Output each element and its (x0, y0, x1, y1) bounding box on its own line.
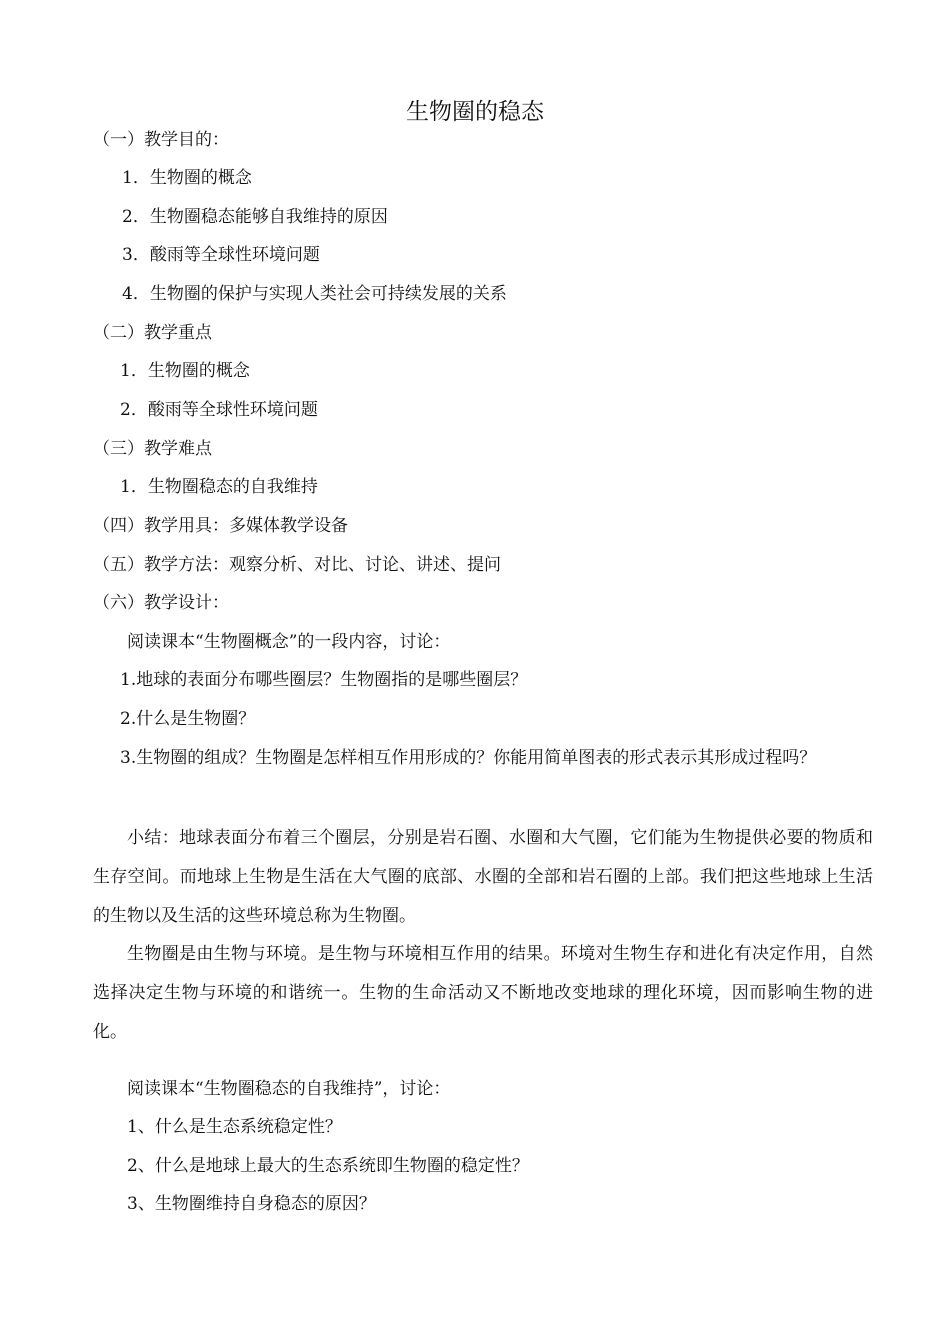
document-title: 生物圈的稳态 (406, 99, 544, 125)
environment-paragraph: 生物圈是由生物与环境。是生物与环境相互作用的结果。环境对生物生存和进化有决定作用，自然选择决定生物与环境的和谐统一。生物的生命活动又不断地改变地球的理化环境，因而影响生物的进化。 (93, 944, 873, 1042)
reading-prompt: 阅读课本“生物圈稳态的自我维持”，讨论： (127, 1079, 451, 1099)
summary-paragraph: 小结：地球表面分布着三个圈层，分别是岩石圈、水圈和大气圈，它们能为生物提供必要的物质和生存空间。而地球上生物是生活在大气圈的底部、水圈的全部和岩石圈的上部。我们把这些地球上生活的生物以及生活的这些环境总称为生物圈。 (93, 828, 873, 926)
section-heading-key-points: （二）教学重点 (93, 323, 212, 343)
discussion-question: 2、什么是地球上最大的生态系统即生物圈的稳定性？ (127, 1156, 529, 1176)
discussion-question: 1.地球的表面分布哪些圈层？生物圈指的是哪些圈层？ (120, 670, 528, 690)
discussion-question: 3、生物圈维持自身稳态的原因？ (127, 1194, 376, 1214)
section-heading-tools: （四）教学用具：多媒体教学设备 (93, 516, 348, 536)
section-heading-methods: （五）教学方法：观察分析、对比、讨论、讲述、提问 (93, 555, 501, 575)
objective-item: 4．生物圈的保护与实现人类社会可持续发展的关系 (122, 284, 507, 304)
section-heading-objectives: （一）教学目的： (93, 130, 229, 150)
objective-item: 1．生物圈的概念 (122, 168, 252, 188)
section-heading-design: （六）教学设计： (93, 593, 229, 613)
objective-item: 2．生物圈稳态能够自我维持的原因 (122, 207, 388, 227)
discussion-question: 1、什么是生态系统稳定性？ (127, 1117, 342, 1137)
key-point-item: 1．生物圈的概念 (120, 361, 250, 381)
discussion-question-paragraph: 3.生物圈的组成？生物圈是怎样相互作用形成的？你能用简单图表的形式表示其形成过程吗？ (120, 748, 817, 768)
objective-item: 3．酸雨等全球性环境问题 (122, 245, 320, 265)
difficulty-item: 1．生物圈稳态的自我维持 (120, 477, 318, 497)
discussion-question: 2.什么是生物圈？ (120, 709, 256, 729)
section-heading-difficulties: （三）教学难点 (93, 439, 212, 459)
reading-prompt: 阅读课本“生物圈概念”的一段内容，讨论： (127, 632, 451, 652)
key-point-item: 2．酸雨等全球性环境问题 (120, 400, 318, 420)
